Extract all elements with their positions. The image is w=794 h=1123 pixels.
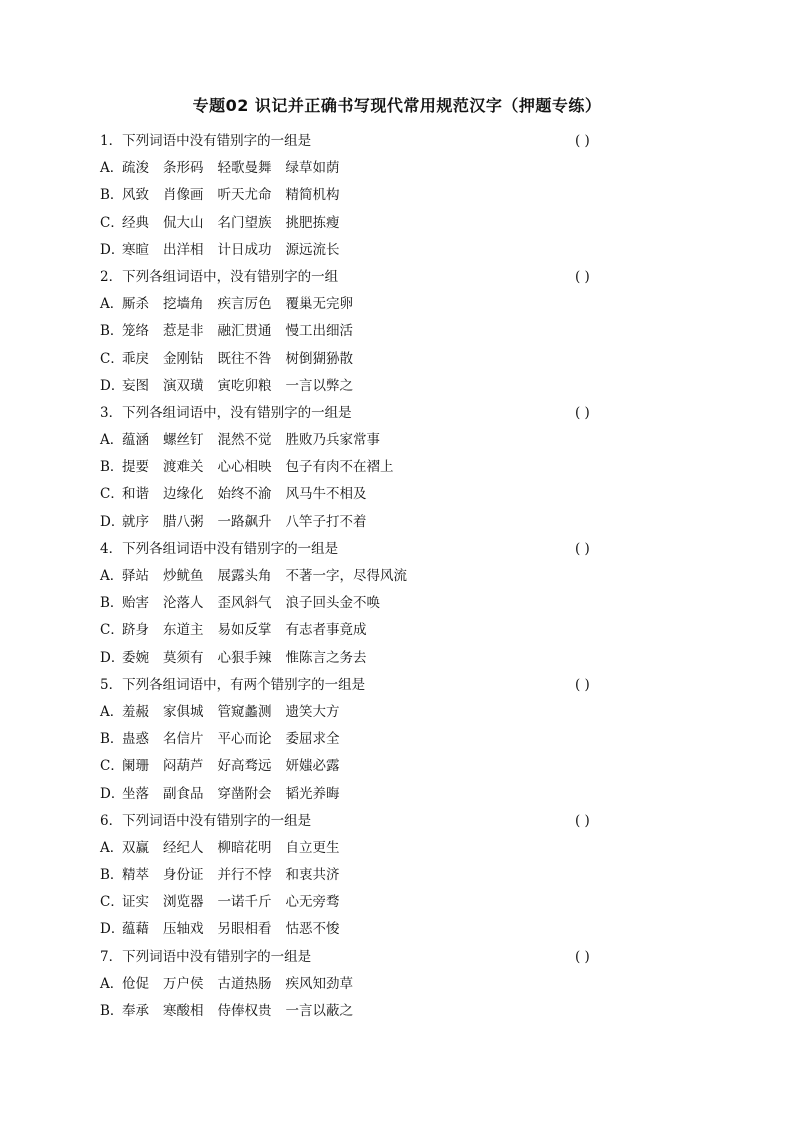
option-line <box>100 210 630 237</box>
option-term: 委婉 <box>122 649 149 666</box>
option-term: 莫须有 <box>163 649 204 666</box>
option-term: 平心而论 <box>217 731 272 748</box>
option-term: 融汇贯通 <box>217 323 272 340</box>
option-letter: B． <box>100 459 124 476</box>
answer-bracket: ( ) <box>575 948 590 965</box>
option-letter: A． <box>100 568 124 584</box>
option-term: 有志者事竟成 <box>285 622 367 639</box>
option-line <box>100 590 630 617</box>
option-term: 浏览器 <box>163 894 204 911</box>
option-term: 精简机构 <box>285 187 340 204</box>
option-term: 和谐 <box>122 486 149 503</box>
option-term: 妍媸必露 <box>285 758 340 775</box>
option-term: 古道热肠 <box>217 975 272 992</box>
option-line <box>100 781 630 808</box>
answer-bracket: ( ) <box>575 133 590 149</box>
option-term: 渡难关 <box>163 459 204 476</box>
option-line <box>100 862 630 889</box>
answer-bracket: ( ) <box>575 812 590 829</box>
option-letter: C． <box>100 622 124 639</box>
option-term: 疏浚 <box>122 160 149 177</box>
option-term: 穿凿附会 <box>217 785 272 802</box>
option-letter: B． <box>100 731 124 748</box>
option-line <box>100 454 630 481</box>
option-term: 沦落人 <box>163 595 204 612</box>
option-line <box>100 971 630 998</box>
option-term: 挖墙角 <box>163 296 204 313</box>
option-term: 妄图 <box>122 377 149 394</box>
option-letter: C． <box>100 350 124 367</box>
question-stem: 4．下列各组词语中没有错别字的一组是 <box>100 540 339 557</box>
option-term: 伧促 <box>122 975 149 992</box>
option-term: 侍俸权贵 <box>217 1003 272 1019</box>
question-stem-line <box>100 944 630 971</box>
option-term: 肖像画 <box>163 187 204 204</box>
option-term: 羞赧 <box>122 703 149 720</box>
option-term: 怙恶不悛 <box>285 921 340 938</box>
question-stem: 2．下列各组词语中，没有错别字的一组 <box>100 268 339 285</box>
option-letter: D． <box>100 785 125 802</box>
option-term: 家俱城 <box>163 703 204 720</box>
question-stem-line <box>100 672 630 699</box>
option-line <box>100 563 630 590</box>
option-term: 惹是非 <box>163 323 204 340</box>
option-line <box>100 182 630 209</box>
option-term: 覆巢无完卵 <box>285 296 353 313</box>
option-line <box>100 835 630 862</box>
option-term: 身份证 <box>163 867 204 884</box>
option-term: 一言以蔽之 <box>285 1003 353 1019</box>
option-term: 展露头角 <box>217 568 272 584</box>
option-line <box>100 889 630 916</box>
option-term: 蕴涵 <box>122 432 149 449</box>
option-letter: C． <box>100 214 124 231</box>
question-stem: 1．下列词语中没有错别字的一组是 <box>100 133 312 149</box>
option-term: 压轴戏 <box>163 921 204 938</box>
option-letter: D． <box>100 649 125 666</box>
option-term: 厮杀 <box>122 296 149 313</box>
option-term: 坐落 <box>122 785 149 802</box>
option-letter: A． <box>100 975 124 992</box>
option-term: 委屈求全 <box>285 731 340 748</box>
option-term: 好高骛远 <box>217 758 272 775</box>
option-letter: A． <box>100 296 124 313</box>
question-stem-line <box>100 400 630 427</box>
question-stem: 5．下列各组词语中，有两个错别字的一组是 <box>100 676 366 693</box>
option-line <box>100 916 630 943</box>
option-letter: B． <box>100 187 124 204</box>
option-letter: D． <box>100 377 125 394</box>
option-term: 绿草如荫 <box>285 160 340 177</box>
option-term: 混然不觉 <box>217 432 272 449</box>
option-term: 副食品 <box>163 785 204 802</box>
option-term: 既往不咎 <box>217 350 272 367</box>
option-term: 八竿子打不着 <box>285 513 367 530</box>
option-term: 风致 <box>122 187 149 204</box>
option-line <box>100 318 630 345</box>
option-term: 听天尤命 <box>217 187 272 204</box>
option-term: 柳暗花明 <box>217 839 272 856</box>
option-term: 源远流长 <box>285 241 340 258</box>
option-term: 心狠手辣 <box>217 649 272 666</box>
option-letter: A． <box>100 160 124 177</box>
option-term: 寒酸相 <box>163 1003 204 1019</box>
question-stem-line <box>100 808 630 835</box>
option-term: 提要 <box>122 459 149 476</box>
question-stem-line <box>100 128 630 155</box>
option-term: 炒鱿鱼 <box>163 568 204 584</box>
option-term: 遗笑大方 <box>285 703 340 720</box>
option-letter: D． <box>100 921 125 938</box>
option-term: 奉承 <box>122 1003 149 1019</box>
option-line <box>100 617 630 644</box>
option-line <box>100 509 630 536</box>
option-term: 跻身 <box>122 622 149 639</box>
option-term: 乖戾 <box>122 350 149 367</box>
option-line <box>100 346 630 373</box>
option-term: 万户侯 <box>163 975 204 992</box>
option-term: 腊八粥 <box>163 513 204 530</box>
option-term: 名门望族 <box>217 214 272 231</box>
option-term: 慢工出细活 <box>285 323 353 340</box>
question-stem: 6．下列词语中没有错别字的一组是 <box>100 812 312 829</box>
option-letter: B． <box>100 867 124 884</box>
option-term: 另眼相看 <box>217 921 272 938</box>
option-letter: C． <box>100 486 124 503</box>
option-line <box>100 699 630 726</box>
option-term: 包子有肉不在褶上 <box>285 459 394 476</box>
option-term: 一诺千斤 <box>217 894 272 911</box>
option-line <box>100 373 630 400</box>
option-letter: A． <box>100 839 124 856</box>
option-term: 蕴藉 <box>122 921 149 938</box>
option-term: 经典 <box>122 214 149 231</box>
option-term: 金刚钻 <box>163 350 204 367</box>
option-term: 贻害 <box>122 595 149 612</box>
answer-bracket: ( ) <box>575 268 590 285</box>
option-term: 胜败乃兵家常事 <box>285 432 380 449</box>
option-term: 树倒猢狲散 <box>285 350 353 367</box>
option-term: 条形码 <box>163 160 204 177</box>
option-term: 风马牛不相及 <box>285 486 367 503</box>
question-stem: 3．下列各组词语中，没有错别字的一组是 <box>100 404 352 421</box>
option-term: 计日成功 <box>217 241 272 258</box>
option-term: 一言以弊之 <box>285 377 353 394</box>
option-term: 蛊惑 <box>122 731 149 748</box>
option-line <box>100 753 630 780</box>
question-stem-line <box>100 536 630 563</box>
option-term: 心无旁骛 <box>285 894 340 911</box>
page-title: 专题02 识记并正确书写现代常用规范汉字（押题专练） <box>192 96 602 115</box>
answer-bracket: ( ) <box>575 540 590 557</box>
option-letter: B． <box>100 595 124 612</box>
option-letter: C． <box>100 758 124 775</box>
option-term: 惟陈言之务去 <box>285 649 367 666</box>
answer-bracket: ( ) <box>575 404 590 421</box>
option-line <box>100 237 630 264</box>
option-letter: D． <box>100 241 125 258</box>
answer-bracket: ( ) <box>575 676 590 693</box>
option-term: 并行不悖 <box>217 867 272 884</box>
option-term: 疾风知劲草 <box>285 975 353 992</box>
question-stem: 7．下列词语中没有错别字的一组是 <box>100 948 312 965</box>
option-term: 侃大山 <box>163 214 204 231</box>
option-letter: B． <box>100 323 124 340</box>
option-letter: D． <box>100 513 125 530</box>
option-term: 阑珊 <box>122 758 149 775</box>
option-term: 浪子回头金不唤 <box>285 595 380 612</box>
option-term: 挑肥拣瘦 <box>285 214 340 231</box>
option-term: 心心相映 <box>217 459 272 476</box>
option-line <box>100 726 630 753</box>
option-line <box>100 427 630 454</box>
option-term: 不著一字，尽得风流 <box>285 568 407 584</box>
option-line <box>100 291 630 318</box>
option-line <box>100 645 630 672</box>
option-term: 易如反掌 <box>217 622 272 639</box>
option-term: 闷葫芦 <box>163 758 204 775</box>
option-term: 驿站 <box>122 568 149 584</box>
option-term: 寒暄 <box>122 241 149 258</box>
option-term: 螺丝钉 <box>163 432 204 449</box>
option-term: 东道主 <box>163 622 204 639</box>
option-term: 疾言厉色 <box>217 296 272 313</box>
question-list <box>100 128 630 1025</box>
option-term: 轻歌曼舞 <box>217 160 272 177</box>
option-term: 歪风斜气 <box>217 595 272 612</box>
option-term: 出洋相 <box>163 241 204 258</box>
option-term: 管窥蠡测 <box>217 703 272 720</box>
option-term: 演双璜 <box>163 377 204 394</box>
option-term: 就序 <box>122 513 149 530</box>
option-line <box>100 481 630 508</box>
option-term: 始终不渝 <box>217 486 272 503</box>
option-term: 一路飙升 <box>217 513 272 530</box>
option-term: 双赢 <box>122 839 149 856</box>
option-term: 边缘化 <box>163 486 204 503</box>
option-term: 证实 <box>122 894 149 911</box>
option-term: 和衷共济 <box>285 867 340 884</box>
option-term: 自立更生 <box>285 839 340 856</box>
option-letter: A． <box>100 703 124 720</box>
option-line <box>100 155 630 182</box>
option-term: 名信片 <box>163 731 204 748</box>
option-line <box>100 998 630 1025</box>
question-stem-line <box>100 264 630 291</box>
option-term: 精萃 <box>122 867 149 884</box>
option-term: 韬光养晦 <box>285 785 340 802</box>
option-letter: A． <box>100 432 124 449</box>
option-letter: C． <box>100 894 124 911</box>
option-term: 经纪人 <box>163 839 204 856</box>
option-term: 笼络 <box>122 323 149 340</box>
option-term: 寅吃卯粮 <box>217 377 272 394</box>
option-letter: B． <box>100 1003 124 1019</box>
